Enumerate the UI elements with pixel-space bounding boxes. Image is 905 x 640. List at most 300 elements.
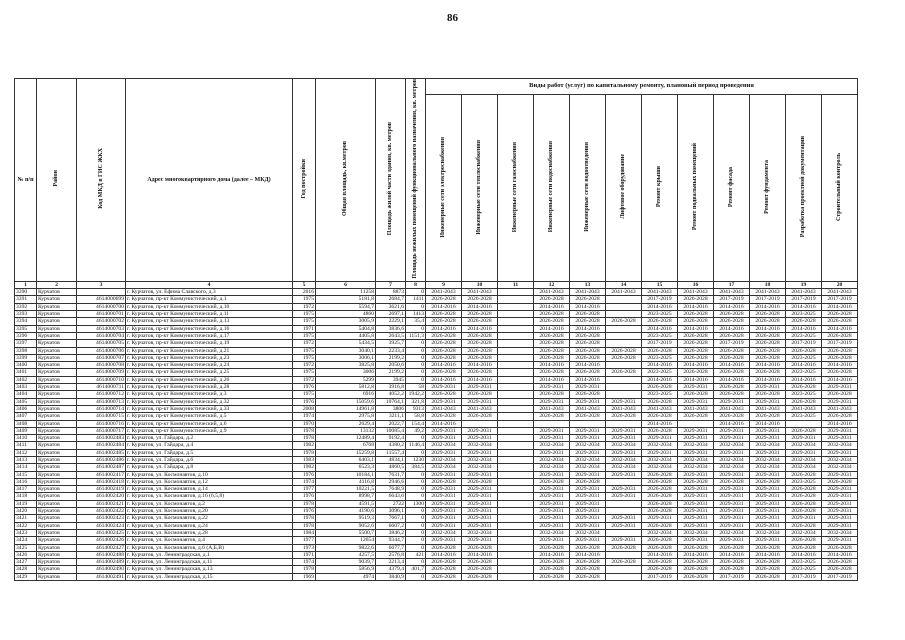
table-cell: 2032-2034 bbox=[822, 442, 858, 449]
table-cell: Курчатов bbox=[37, 413, 77, 420]
table-cell: 2041-2043 bbox=[462, 289, 498, 296]
table-cell: Курчатов bbox=[37, 332, 77, 339]
table-cell: 2026-2028 bbox=[426, 478, 462, 485]
table-row bbox=[15, 442, 858, 449]
table-cell: 2029-2031 bbox=[714, 500, 750, 507]
table-cell: 2026-2028 bbox=[534, 296, 570, 303]
table-cell: г. Курчатов, пр-кт Коммунистический, д.10 bbox=[126, 303, 293, 310]
table-cell: 2032-2034 bbox=[750, 442, 786, 449]
table-cell: 1972 bbox=[293, 376, 316, 383]
table-cell: 0 bbox=[406, 369, 426, 376]
table-cell: 3424 bbox=[15, 537, 37, 544]
table-cell: 3417 bbox=[15, 486, 37, 493]
table-cell: 4614002422 bbox=[77, 508, 126, 515]
table-cell: 2029-2031 bbox=[786, 435, 822, 442]
table-cell: г. Курчатов, ул. Космонавтов, д.2 bbox=[126, 500, 293, 507]
table-cell: 1151,3 bbox=[406, 332, 426, 339]
table-cell bbox=[498, 289, 534, 296]
table-cell bbox=[606, 376, 642, 383]
table-cell: 2026-2028 bbox=[570, 332, 606, 339]
table-cell: 2026-2028 bbox=[534, 332, 570, 339]
table-cell: 4974 bbox=[316, 573, 376, 580]
table-cell: 1978 bbox=[293, 500, 316, 507]
table-cell: 2032-2034 bbox=[570, 457, 606, 464]
table-cell: 11557,4 bbox=[376, 449, 406, 456]
table-cell: 2029-2031 bbox=[678, 449, 714, 456]
table-cell: 2014-2016 bbox=[642, 362, 678, 369]
table-cell: 1969 bbox=[293, 573, 316, 580]
column-number: 16 bbox=[678, 281, 714, 288]
table-cell: 5856,9 bbox=[316, 566, 376, 573]
table-cell: 4614000706 bbox=[77, 347, 126, 354]
table-row bbox=[15, 573, 858, 580]
table-cell: 2026-2028 bbox=[642, 413, 678, 420]
table-cell: 2014-2016 bbox=[678, 551, 714, 558]
table-cell: г. Курчатов, ул. Космонавтов, д.10 bbox=[126, 471, 293, 478]
header-work-16: Ремонт подвальных помещений bbox=[678, 95, 714, 282]
table-cell: г. Курчатов, пр-кт Коммунистический, д.13 bbox=[126, 318, 293, 325]
table-cell: 2026-2028 bbox=[534, 354, 570, 361]
table-cell: 2026-2028 bbox=[714, 332, 750, 339]
table-cell: 2026-2028 bbox=[606, 354, 642, 361]
table-cell: г. Курчатов, пр-кт Коммунистический, д.9 bbox=[126, 427, 293, 434]
table-cell: 2014-2016 bbox=[462, 325, 498, 332]
table-row bbox=[15, 486, 858, 493]
table-cell: 3425 bbox=[15, 544, 37, 551]
table-cell: г. Курчатов, пр-кт Коммунистический, д.5 bbox=[126, 413, 293, 420]
table-cell: 3040,1 bbox=[316, 347, 376, 354]
table-cell: Курчатов bbox=[37, 478, 77, 485]
table-cell: г. Курчатов, пр-кт Коммунистический, д.1 bbox=[126, 296, 293, 303]
header-work-9: Инженерные сети электроснабжения bbox=[426, 95, 462, 282]
table-cell: 2026-2028 bbox=[462, 566, 498, 573]
table-cell: 2026-2028 bbox=[750, 573, 786, 580]
table-cell: 15259,8 bbox=[316, 449, 376, 456]
table-cell: 3390 bbox=[15, 289, 37, 296]
table-row bbox=[15, 405, 858, 412]
table-cell: 2008 bbox=[293, 405, 316, 412]
table-cell bbox=[498, 457, 534, 464]
table-cell: 2026-2028 bbox=[714, 347, 750, 354]
table-cell bbox=[498, 340, 534, 347]
column-number: 2 bbox=[37, 281, 77, 288]
table-cell: 2026-2028 bbox=[570, 347, 606, 354]
column-number: 6 bbox=[316, 281, 376, 288]
table-cell: 2029-2031 bbox=[426, 449, 462, 456]
table-cell: 2029-2031 bbox=[426, 398, 462, 405]
table-cell: 4405,8 bbox=[316, 332, 376, 339]
table-cell: 2032-2034 bbox=[750, 457, 786, 464]
table-cell: 2029-2031 bbox=[534, 515, 570, 522]
table-cell: 4614002484 bbox=[77, 442, 126, 449]
table-cell: 2026-2028 bbox=[426, 311, 462, 318]
table-cell: 0 bbox=[406, 362, 426, 369]
table-cell: 2032-2034 bbox=[786, 464, 822, 471]
table-cell: Курчатов bbox=[37, 340, 77, 347]
table-row bbox=[15, 384, 858, 391]
table-cell: 2026-2028 bbox=[786, 500, 822, 507]
column-number: 4 bbox=[126, 281, 293, 288]
table-cell bbox=[606, 325, 642, 332]
table-cell bbox=[606, 573, 642, 580]
table-cell bbox=[498, 464, 534, 471]
table-cell: 2014-2016 bbox=[750, 551, 786, 558]
table-cell: Курчатов bbox=[37, 384, 77, 391]
table-cell: 2026-2028 bbox=[642, 478, 678, 485]
table-cell: 4614002426 bbox=[77, 537, 126, 544]
table-cell: 3412 bbox=[15, 449, 37, 456]
table-cell: 2722 bbox=[376, 500, 406, 507]
table-cell: г. Курчатов, ул. Космонавтов, д.28 bbox=[126, 529, 293, 536]
table-cell: 2026-2028 bbox=[570, 566, 606, 573]
table-cell: 2029-2031 bbox=[678, 515, 714, 522]
header-code: Код МКД в ГИС ЖКХ bbox=[77, 79, 126, 282]
table-cell: 2029-2031 bbox=[606, 486, 642, 493]
table-cell: 2026-2028 bbox=[678, 566, 714, 573]
table-cell: 2050,6 bbox=[376, 362, 406, 369]
table-row bbox=[15, 464, 858, 471]
table-cell: 2026-2028 bbox=[426, 296, 462, 303]
table-cell: 2014-2016 bbox=[462, 362, 498, 369]
table-cell: 2032-2034 bbox=[426, 464, 462, 471]
table-cell: 0 bbox=[406, 289, 426, 296]
table-cell: г. Курчатов, ул. Космонавтов, д.20 bbox=[126, 508, 293, 515]
table-row bbox=[15, 435, 858, 442]
table-cell: 2026-2028 bbox=[750, 369, 786, 376]
table-cell: 4380,2 bbox=[376, 442, 406, 449]
table-cell: 6643,6 bbox=[376, 493, 406, 500]
table-cell: 2032-2034 bbox=[750, 529, 786, 536]
table-cell: Курчатов bbox=[37, 508, 77, 515]
table-cell: 9344,7 bbox=[376, 537, 406, 544]
table-cell: 4614002490 bbox=[77, 566, 126, 573]
table-cell: Курчатов bbox=[37, 405, 77, 412]
table-cell: 1971 bbox=[293, 551, 316, 558]
table-cell: 2014-2016 bbox=[570, 303, 606, 310]
table-cell bbox=[498, 522, 534, 529]
header-district: Район bbox=[37, 79, 77, 282]
table-row bbox=[15, 376, 858, 383]
table-cell: 2029-2031 bbox=[678, 493, 714, 500]
table-cell: 2029-2031 bbox=[750, 500, 786, 507]
table-cell bbox=[498, 449, 534, 456]
table-cell: г. Курчатов, пр-кт Коммунистический, д.21 bbox=[126, 347, 293, 354]
table-cell: 6677,7 bbox=[376, 544, 406, 551]
table-cell: 2026-2028 bbox=[822, 544, 858, 551]
table-cell bbox=[606, 311, 642, 318]
table-row bbox=[15, 311, 858, 318]
table-cell: Курчатов bbox=[37, 544, 77, 551]
table-cell: г. Курчатов, пр-кт Коммунистический, д.26 bbox=[126, 376, 293, 383]
table-cell: 2029-2031 bbox=[426, 435, 462, 442]
table-cell: 2023-2025 bbox=[642, 332, 678, 339]
table-cell bbox=[606, 420, 642, 427]
table-cell: 3428 bbox=[15, 566, 37, 573]
table-cell: 2029-2031 bbox=[570, 508, 606, 515]
table-cell: 2017-2019 bbox=[786, 296, 822, 303]
table-cell: 2026-2028 bbox=[786, 486, 822, 493]
table-row bbox=[15, 471, 858, 478]
table-cell: 2029-2031 bbox=[678, 537, 714, 544]
table-cell: г. Курчатов, пр-кт Коммунистический, д.23 bbox=[126, 354, 293, 361]
table-cell: 2029-2031 bbox=[534, 427, 570, 434]
table-cell: 2026-2028 bbox=[678, 559, 714, 566]
table-cell: 2026-2028 bbox=[462, 413, 498, 420]
table-cell: 2032-2034 bbox=[606, 442, 642, 449]
table-cell: 2029-2031 bbox=[678, 398, 714, 405]
table-cell: 2026-2028 bbox=[786, 522, 822, 529]
header-num: № п/п bbox=[15, 79, 37, 282]
table-cell bbox=[606, 566, 642, 573]
table-cell bbox=[498, 427, 534, 434]
table-cell: 2017-2019 bbox=[750, 296, 786, 303]
table-cell: 2026-2028 bbox=[786, 537, 822, 544]
table-cell: 2029-2031 bbox=[570, 449, 606, 456]
table-cell: 4614002418 bbox=[77, 478, 126, 485]
table-cell: 2026-2028 bbox=[570, 354, 606, 361]
table-cell: 2029-2031 bbox=[606, 427, 642, 434]
table-cell: 2023-2025 bbox=[642, 354, 678, 361]
table-cell: 2029-2031 bbox=[426, 522, 462, 529]
table-cell: 2029-2031 bbox=[606, 537, 642, 544]
table-cell: 2026-2028 bbox=[750, 478, 786, 485]
table-cell: Курчатов bbox=[37, 537, 77, 544]
table-cell: 1977 bbox=[293, 537, 316, 544]
table-cell: г. Курчатов, пр-кт Коммунистический, д.16 bbox=[126, 325, 293, 332]
table-cell: 2017-2019 bbox=[822, 340, 858, 347]
table-cell: 13132 bbox=[316, 427, 376, 434]
table-cell: 2026-2028 bbox=[534, 559, 570, 566]
table-cell: 2023-2025 bbox=[786, 559, 822, 566]
table-cell: 4614002427 bbox=[77, 544, 126, 551]
table-cell: 154,4 bbox=[406, 420, 426, 427]
header-address: Адрес многоквартирного дома (далее – МКД) bbox=[126, 79, 293, 282]
table-cell: 4052,2 bbox=[376, 391, 406, 398]
table-cell: 2014-2016 bbox=[714, 362, 750, 369]
table-cell: 2023-2025 bbox=[786, 311, 822, 318]
table-cell: 0 bbox=[406, 508, 426, 515]
table-cell: 2041-2043 bbox=[750, 405, 786, 412]
table-cell: 2029-2031 bbox=[822, 537, 858, 544]
table-cell: Курчатов bbox=[37, 420, 77, 427]
table-cell: 4614002423 bbox=[77, 515, 126, 522]
table-cell: 2026-2028 bbox=[750, 311, 786, 318]
table-cell: 2014-2016 bbox=[642, 325, 678, 332]
table-cell: 2026-2028 bbox=[462, 332, 498, 339]
table-cell bbox=[498, 347, 534, 354]
table-cell: 3836,6 bbox=[376, 325, 406, 332]
table-cell: 2014-2016 bbox=[426, 420, 462, 427]
table-row bbox=[15, 493, 858, 500]
table-cell: 2032-2034 bbox=[534, 529, 570, 536]
table-cell: 2041-2043 bbox=[606, 289, 642, 296]
table-cell: 3925,7 bbox=[376, 340, 406, 347]
table-cell: 2026-2028 bbox=[822, 354, 858, 361]
table-cell: 3916,8 bbox=[376, 384, 406, 391]
table-cell: 4614002485 bbox=[77, 449, 126, 456]
table-cell: 2029-2031 bbox=[426, 486, 462, 493]
table-cell: 421 bbox=[406, 551, 426, 558]
table-cell: 1978 bbox=[293, 435, 316, 442]
table-cell: 2014-2016 bbox=[714, 420, 750, 427]
header-work-20: Строительный контроль bbox=[822, 95, 858, 282]
table-cell: г. Курчатов, ул. Ефима Славского, д.3 bbox=[126, 289, 293, 296]
table-cell: 2014-2016 bbox=[642, 376, 678, 383]
table-cell: 2032-2034 bbox=[714, 457, 750, 464]
table-cell: 1975 bbox=[293, 311, 316, 318]
table-cell: 2029-2031 bbox=[606, 435, 642, 442]
table-cell: 2032-2034 bbox=[714, 529, 750, 536]
table-cell: 2023-2025 bbox=[786, 354, 822, 361]
table-cell: 2026-2028 bbox=[570, 296, 606, 303]
table-cell: 3006,1 bbox=[316, 354, 376, 361]
table-cell: 2014-2016 bbox=[822, 420, 858, 427]
column-number: 3 bbox=[77, 281, 126, 288]
table-cell bbox=[678, 420, 714, 427]
table-cell: Курчатов bbox=[37, 435, 77, 442]
table-cell: 2029-2031 bbox=[714, 449, 750, 456]
table-cell: г. Курчатов, пр-кт Коммунистический, д.3 bbox=[126, 391, 293, 398]
table-cell: 9052,6 bbox=[316, 522, 376, 529]
table-cell bbox=[498, 442, 534, 449]
table-cell: 2029-2031 bbox=[534, 522, 570, 529]
table-cell: Курчатов bbox=[37, 500, 77, 507]
header-nonresidential-area: Площадь нежилых помещений функционального назначения, кв. метров bbox=[406, 79, 426, 282]
table-cell: 2026-2028 bbox=[786, 427, 822, 434]
table-cell: 2014-2016 bbox=[822, 362, 858, 369]
table-cell: 321,8 bbox=[406, 398, 426, 405]
table-cell: 2014-2016 bbox=[750, 376, 786, 383]
table-cell: 6916 bbox=[316, 391, 376, 398]
table-cell: 2026-2028 bbox=[534, 573, 570, 580]
table-cell: г. Курчатов, пр-кт Коммунистический, д.33 bbox=[126, 405, 293, 412]
table-cell: 2032-2034 bbox=[822, 464, 858, 471]
table-cell: 2023-2025 bbox=[786, 413, 822, 420]
table-cell: 2029-2031 bbox=[822, 384, 858, 391]
table-cell: 1973 bbox=[293, 544, 316, 551]
table-cell bbox=[498, 551, 534, 558]
table-cell: 1975 bbox=[293, 318, 316, 325]
table-cell: 6607,2 bbox=[376, 522, 406, 529]
table-cell bbox=[498, 529, 534, 536]
table-cell: 4614002420 bbox=[77, 493, 126, 500]
table-cell: 10764,1 bbox=[376, 398, 406, 405]
table-cell: 0 bbox=[406, 478, 426, 485]
table-cell: 2026-2028 bbox=[642, 544, 678, 551]
table-cell: 4379,4 bbox=[376, 566, 406, 573]
table-cell: 2029-2031 bbox=[822, 522, 858, 529]
table-cell: 2026-2028 bbox=[426, 391, 462, 398]
table-cell: 2026-2028 bbox=[426, 347, 462, 354]
table-cell: г. Курчатов, ул. Ленинградская, д.13 bbox=[126, 566, 293, 573]
table-cell: 3846,2 bbox=[376, 529, 406, 536]
table-cell: 2029-2031 bbox=[678, 427, 714, 434]
table-cell: 3401 bbox=[15, 369, 37, 376]
table-cell: 7667,1 bbox=[376, 515, 406, 522]
table-cell: 2029-2031 bbox=[678, 500, 714, 507]
table-cell bbox=[498, 420, 534, 427]
column-number: 20 bbox=[822, 281, 858, 288]
table-cell: 2014-2016 bbox=[534, 376, 570, 383]
table-cell: 1230 bbox=[406, 457, 426, 464]
table-cell: 2029-2031 bbox=[822, 398, 858, 405]
table-cell bbox=[786, 420, 822, 427]
table-cell: 2026-2028 bbox=[606, 544, 642, 551]
table-cell: 2026-2028 bbox=[462, 354, 498, 361]
table-cell: 3419 bbox=[15, 500, 37, 507]
table-cell: 2029-2031 bbox=[534, 493, 570, 500]
table-cell: 2041-2043 bbox=[534, 405, 570, 412]
table-cell: 2029-2031 bbox=[714, 398, 750, 405]
table-cell: 4614000704 bbox=[77, 332, 126, 339]
table-cell: 10184,1 bbox=[316, 471, 376, 478]
table-cell: 2017-2019 bbox=[822, 296, 858, 303]
table-cell: 2016 bbox=[293, 289, 316, 296]
table-cell: г. Курчатов, пр-кт Коммунистический, д.24 bbox=[126, 362, 293, 369]
table-cell: 2014-2016 bbox=[678, 325, 714, 332]
table-cell: 2026-2028 bbox=[714, 318, 750, 325]
table-cell: 0 bbox=[406, 376, 426, 383]
table-cell: 3406 bbox=[15, 405, 37, 412]
table-cell: 2029-2031 bbox=[462, 500, 498, 507]
table-cell: Курчатов bbox=[37, 369, 77, 376]
table-cell: 2041-2043 bbox=[822, 405, 858, 412]
table-cell: 1972 bbox=[293, 340, 316, 347]
table-cell: г. Курчатов, ул. Гайдара, д.6 bbox=[126, 457, 293, 464]
table-cell: 4614002489 bbox=[77, 559, 126, 566]
table-cell: 6768 bbox=[316, 442, 376, 449]
table-cell: 1984 bbox=[293, 529, 316, 536]
table-cell: 2199,2 bbox=[376, 354, 406, 361]
table-cell: 2014-2016 bbox=[678, 376, 714, 383]
table-cell: 2026-2028 bbox=[462, 478, 498, 485]
table-cell: 2643,5 bbox=[376, 332, 406, 339]
table-cell: 3621,6 bbox=[376, 303, 406, 310]
table-cell: 2029-2031 bbox=[822, 427, 858, 434]
table-cell: 2026-2028 bbox=[786, 493, 822, 500]
table-cell: 2029-2031 bbox=[750, 493, 786, 500]
table-cell: 2029-2031 bbox=[462, 435, 498, 442]
table-cell: 2029-2031 bbox=[714, 522, 750, 529]
table-cell: 5404,8 bbox=[316, 325, 376, 332]
table-cell bbox=[498, 573, 534, 580]
table-cell: 1411 bbox=[406, 296, 426, 303]
table-cell: 2023-2025 bbox=[786, 478, 822, 485]
table-cell: 2029-2031 bbox=[426, 427, 462, 434]
table-cell: 2029-2031 bbox=[462, 508, 498, 515]
table-cell: 3415 bbox=[15, 471, 37, 478]
table-cell: Курчатов bbox=[37, 318, 77, 325]
table-cell: 2032-2034 bbox=[678, 529, 714, 536]
table-cell: 2026-2028 bbox=[822, 559, 858, 566]
table-row bbox=[15, 522, 858, 529]
table-cell: 2029-2031 bbox=[750, 398, 786, 405]
table-cell: 2026-2028 bbox=[714, 391, 750, 398]
table-row bbox=[15, 537, 858, 544]
table-cell: 5181,8 bbox=[316, 296, 376, 303]
table-cell: 2026-2028 bbox=[822, 478, 858, 485]
table-cell: 1975 bbox=[293, 369, 316, 376]
table-cell: 2026-2028 bbox=[678, 354, 714, 361]
header-living-area: Площадь жилой части здания, кв. метров bbox=[376, 79, 406, 282]
table-cell: 2026-2028 bbox=[678, 296, 714, 303]
table-cell: 4614000712 bbox=[77, 391, 126, 398]
table-cell: 2026-2028 bbox=[426, 332, 462, 339]
table-cell: 7648,9 bbox=[376, 486, 406, 493]
column-number: 19 bbox=[786, 281, 822, 288]
table-row bbox=[15, 303, 858, 310]
table-cell: 2026-2028 bbox=[426, 544, 462, 551]
